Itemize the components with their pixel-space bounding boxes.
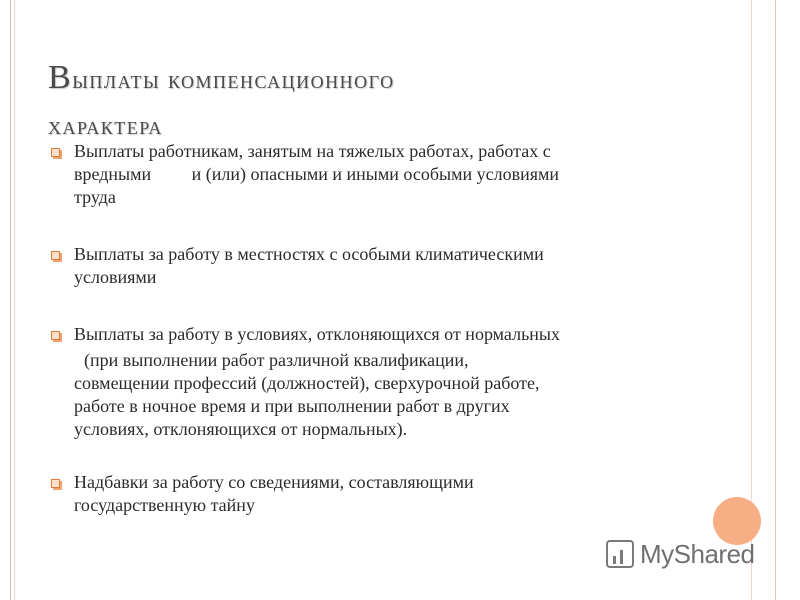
title-line-1-rest: ыплаты компенсационного [72,66,395,94]
watermark-text: MyShared [640,538,755,569]
bullet-1-line-3: труда [74,187,116,207]
square-bullet-icon [51,331,60,340]
bullet-1-line-2: вредными и (или) опасными и иными особыми условиями [74,164,560,184]
bullet-2-line-2: условиями [74,267,157,287]
slide-title [48,55,748,150]
title-line-2: характера [48,112,163,140]
bullet-1-line-1: Выплаты работникам, занятым на тяжелых работах, работах с [74,141,551,161]
title-initial: В [48,58,73,96]
square-bullet-icon [51,479,60,488]
bullet-list [50,140,710,551]
title-line-1 [48,55,748,104]
square-bullet-icon [51,148,60,157]
myshared-watermark [606,534,755,574]
square-bullet-icon [51,251,60,260]
bullet-3-extra-1: (при выполнении работ различной квалификации, [84,350,469,370]
bullet-4-line-1: Надбавки за работу со сведениями, составляющими [74,472,474,492]
bullet-3-line-1: Выплаты за работу в условиях, отклоняющихся от нормальных [74,324,560,344]
bullet-item-4 [50,471,710,517]
bullet-3-extra-2: совмещении профессий (должностей), сверхурочной работе, [74,373,540,393]
bullet-item-1 [50,140,710,209]
bullet-2-line-1: Выплаты за работу в местностях с особыми климатическими [74,244,544,264]
bullet-item-2 [50,243,710,289]
bullet-4-line-2: государственную тайну [74,495,255,515]
bullet-item-3 [50,323,710,441]
bullet-3-extra-3: работе в ночное время и при выполнении работ в других [74,396,510,416]
bullet-3-extra-4: условиях, отклоняющихся от нормальных). [74,419,408,439]
chart-icon [606,540,634,568]
